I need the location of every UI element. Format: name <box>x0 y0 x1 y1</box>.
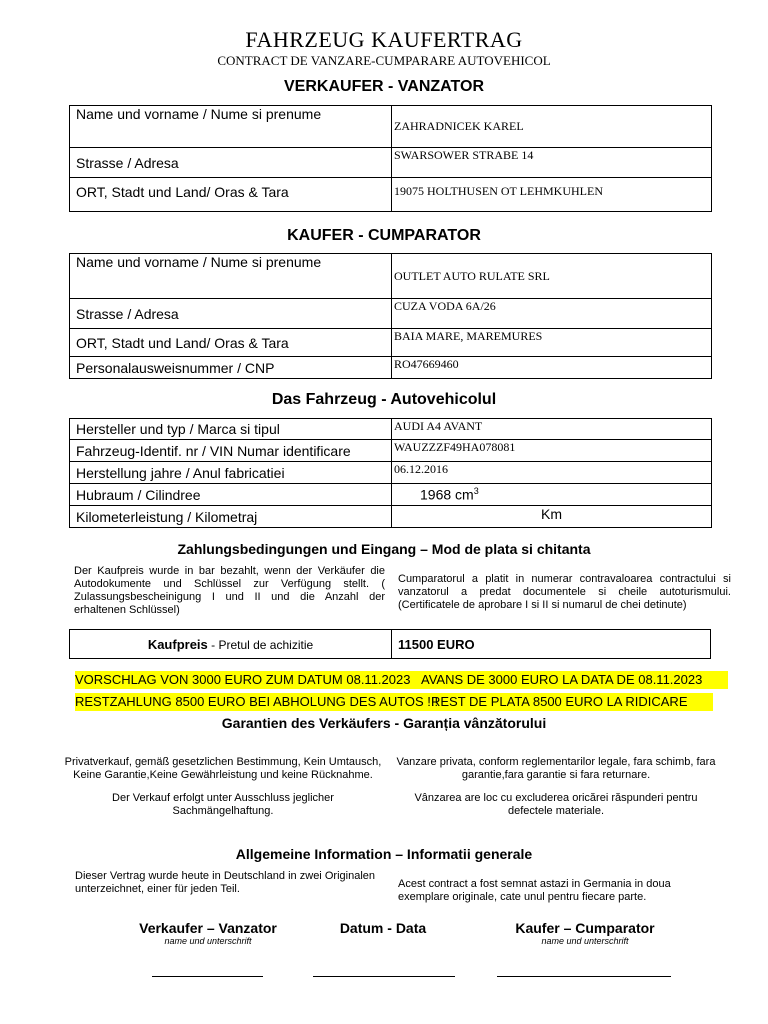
advance-de: VORSCHLAG VON 3000 EURO ZUM DATUM 08.11.2023 <box>75 672 411 687</box>
seller-city-label: ORT, Stadt und Land/ Oras & Tara <box>70 178 392 212</box>
seller-signature-subtitle: name und unterschrift <box>164 936 252 946</box>
buyer-street-value: CUZA VODA 6A/26 <box>392 299 712 329</box>
document-subtitle: CONTRACT DE VANZARE-CUMPARARE AUTOVEHICOL <box>217 53 551 68</box>
warranty-ro-p2: Vânzarea are loc cu excluderea oricărei răspunderi pentru defectele materiale. <box>414 792 698 817</box>
buyer-row-cnp <box>70 357 712 379</box>
buyer-signature-subtitle: name und unterschrift <box>541 936 629 946</box>
buyer-cnp-label: Personalausweisnummer / CNP <box>70 357 392 379</box>
seller-row-street <box>70 148 712 178</box>
buyer-city-value: BAIA MARE, MAREMURES <box>392 329 712 357</box>
buyer-signature-title: Kaufer – Cumparator <box>515 920 655 936</box>
vehicle-row-vin <box>70 440 712 462</box>
warranty-heading: Garantien des Verkäufers - Garanția vânzătorului <box>221 715 547 731</box>
price-value: 11500 EURO <box>392 630 711 659</box>
payment-text-de: Der Kaufpreis wurde in bar bezahlt, wenn der Verkäufer die Autodokumente und Schlüssel zur Verfügung stellt. ( Zulassungsbescheinigung I und II und die Anzahl der erhaltenen Schlüssel) <box>74 565 385 616</box>
vehicle-heading: Das Fahrzeug - Autovehicolul <box>271 391 497 408</box>
buyer-row-street <box>70 299 712 329</box>
warranty-de-p2: Der Verkauf erfolgt unter Ausschluss jeglicher Sachmängelhaftung. <box>112 792 334 817</box>
date-title: Datum - Data <box>339 920 427 936</box>
advance-ro: AVANS DE 3000 EURO LA DATA DE 08.11.2023 <box>421 672 703 687</box>
balance-de: RESTZAHLUNG 8500 EURO BEI ABHOLUNG DES AUTOS !!! <box>75 694 439 709</box>
highlight-advance <box>75 671 728 689</box>
seller-street-label: Strasse / Adresa <box>70 148 392 178</box>
warranty-ro-p1: Vanzare privata, conform reglementarilor legale, fara schimb, fara garantie,fara garantie si fara returnare. <box>396 756 716 781</box>
highlight-balance <box>75 693 713 711</box>
seller-street-value: SWARSOWER STRABE 14 <box>392 148 712 178</box>
vehicle-year-label: Herstellung jahre / Anul fabricatiei <box>70 462 392 484</box>
seller-name-value: ZAHRADNICEK KAREL <box>392 106 712 148</box>
seller-row-name <box>70 106 712 148</box>
buyer-signature-line <box>497 976 671 977</box>
vehicle-row-mileage <box>70 506 712 528</box>
buyer-row-city <box>70 329 712 357</box>
vehicle-displacement-value: 1968 $cm^3$ <box>392 484 712 506</box>
buyer-row-name <box>70 254 712 299</box>
vehicle-make-label: Hersteller und typ / Marca si tipul <box>70 419 392 440</box>
vehicle-row-displacement <box>70 484 712 506</box>
seller-city-value: 19075 HOLTHUSEN OT LEHMKUHLEN <box>392 178 712 212</box>
buyer-city-label: ORT, Stadt und Land/ Oras & Tara <box>70 329 392 357</box>
vehicle-table <box>69 418 712 528</box>
seller-signature-title: Verkaufer – Vanzator <box>139 920 277 936</box>
buyer-table <box>69 253 712 379</box>
price-table <box>69 629 711 659</box>
vehicle-mileage-value: Km <box>392 506 712 528</box>
vehicle-mileage-label: Kilometerleistung / Kilometraj <box>70 506 392 528</box>
vehicle-row-year <box>70 462 712 484</box>
vehicle-row-make <box>70 419 712 440</box>
seller-name-label: Name und vorname / Nume si prenume <box>70 106 392 148</box>
vehicle-vin-value: WAUZZZF49HA078081 <box>392 440 712 462</box>
vehicle-make-value: AUDI A4 AVANT <box>392 419 712 440</box>
vehicle-year-value: 06.12.2016 <box>392 462 712 484</box>
seller-signature-line <box>152 976 263 977</box>
buyer-name-value: OUTLET AUTO RULATE SRL <box>392 254 712 299</box>
vehicle-vin-label: Fahrzeug-Identif. nr / VIN Numar identificare <box>70 440 392 462</box>
vehicle-displacement-label: Hubraum / Cilindree <box>70 484 392 506</box>
buyer-heading: KAUFER - CUMPARATOR <box>287 227 481 244</box>
buyer-cnp-value: RO47669460 <box>392 357 712 379</box>
payment-heading: Zahlungsbedingungen und Eingang – Mod de plata si chitanta <box>177 541 591 557</box>
balance-ro: REST DE PLATA 8500 EURO LA RIDICARE <box>431 694 688 709</box>
date-signature-line <box>313 976 455 977</box>
seller-signature-block <box>128 920 288 946</box>
document-title: FAHRZEUG KAUFERTRAG <box>245 27 523 52</box>
seller-table <box>69 105 712 212</box>
date-block <box>318 920 448 936</box>
buyer-street-label: Strasse / Adresa <box>70 299 392 329</box>
price-label: Kaufpreis - Pretul de achizitie <box>70 630 392 659</box>
general-heading: Allgemeine Information – Informatii generale <box>235 846 533 862</box>
general-text-de: Dieser Vertrag wurde heute in Deutschland in zwei Originalen unterzeichnet, einer für jeden Teil. <box>75 870 375 895</box>
seller-row-city <box>70 178 712 212</box>
buyer-name-label: Name und vorname / Nume si prenume <box>70 254 392 299</box>
buyer-signature-block <box>500 920 670 946</box>
seller-heading: VERKAUFER - VANZATOR <box>284 78 484 95</box>
payment-text-ro: Cumparatorul a platit in numerar contravaloarea contractului si vanzatorul a predat documentele si cheile autoturismului. (Certificatele de aprobare I si II si numarul de chei detinute) <box>398 573 731 611</box>
warranty-de-p1: Privatverkauf, gemäß gesetzlichen Bestimmung, Kein Umtausch, Keine Garantie,Keine Gewährleistung und keine Rücknahme. <box>64 756 382 781</box>
general-text-ro: Acest contract a fost semnat astazi in Germania in doua exemplare originale, cate unul pentru fiecare parte. <box>398 878 671 903</box>
